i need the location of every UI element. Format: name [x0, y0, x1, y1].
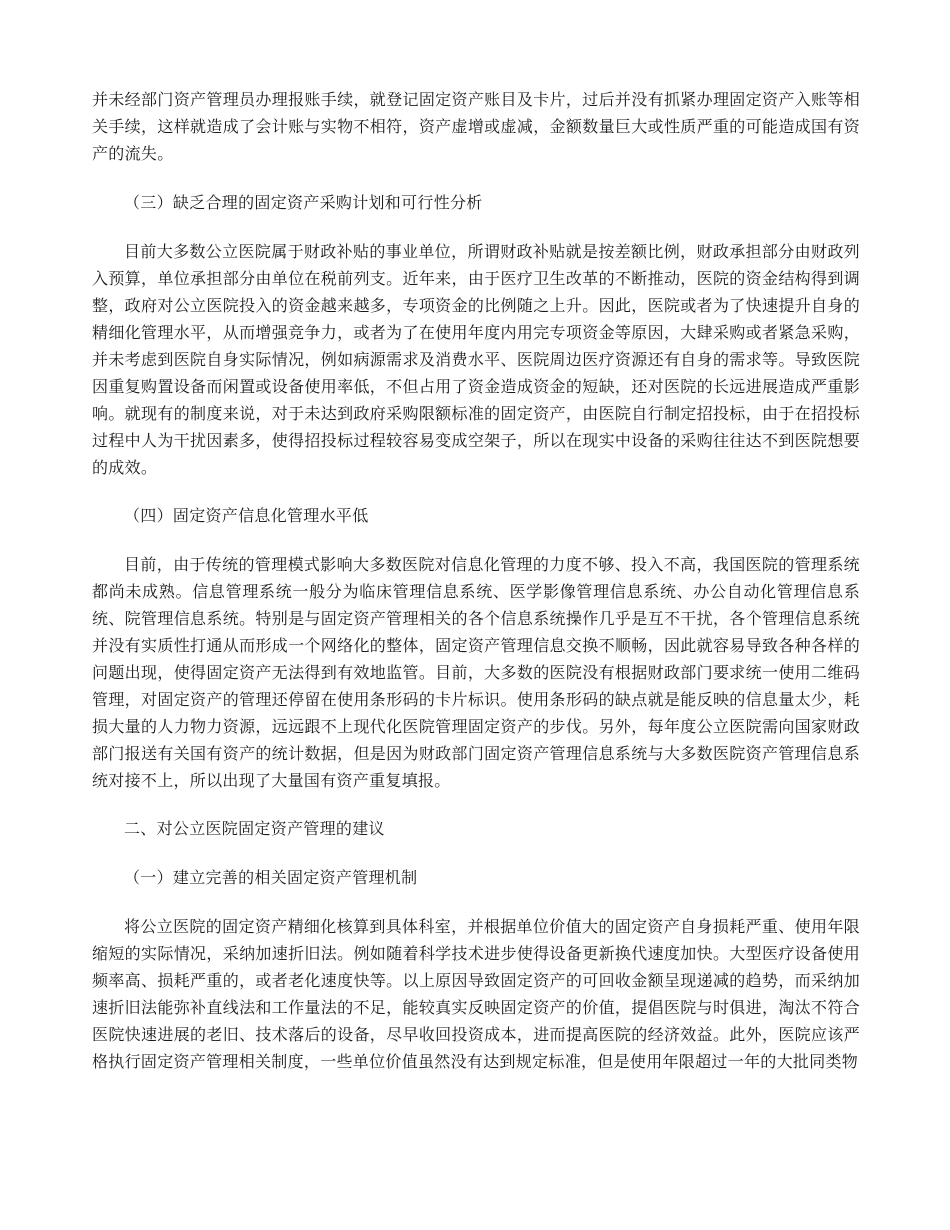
subsection-heading-2-1: （一）建立完善的相关固定资产管理机制 — [124, 868, 418, 887]
document-body — [92, 86, 860, 1075]
section-heading-2: 二、对公立医院固定资产管理的建议 — [124, 819, 385, 838]
paragraph-information-management: 目前，由于传统的管理模式影响大多数医院对信息化管理的力度不够、投入不高，我国医院的管理系统都尚未成熟。信息管理系统一般分为临床管理信息系统、医学影像管理信息系统、办公自动化管理信息系统、院管理信息系统。特别是与固定资产管理相关的各个信息系统操作几乎是互不干扰，各个管理信息系统并没有实质性打通从而形成一个网络化的整体，固定资产管理信息交换不顺畅，因此就容易导致各种各样的问题出现，使得固定资产无法得到有效地监管。目前，大多数的医院没有根据财政部门要求统一使用二维码管理，对固定资产的管理还停留在使用条形码的卡片标识。使用条形码的缺点就是能反映的信息量太少，耗损大量的人力物力资源，远远跟不上现代化医院管理固定资产的步伐。另外，每年度公立医院需向国家财政部门报送有关国有资产的统计数据，但是因为财政部门固定资产管理信息系统与大多数医院资产管理信息系统对接不上，所以出现了大量国有资产重复填报。 — [92, 555, 860, 790]
subsection-heading-3: （三）缺乏合理的固定资产采购计划和可行性分析 — [124, 193, 483, 212]
continued-paragraph: 并未经部门资产管理员办理报账手续，就登记固定资产账目及卡片，过后并没有抓紧办理固定资产入账等相关手续，这样就造成了会计账与实物不相符，资产虚增或虚减，金额数量巨大或性质严重的可能造成国有资产的流失。 — [92, 90, 860, 163]
paragraph-procurement: 目前大多数公立医院属于财政补贴的事业单位，所谓财政补贴就是按差额比例，财政承担部分由财政列入预算，单位承担部分由单位在税前列支。近年来，由于医疗卫生改革的不断推动，医院的资金结构得到调整，政府对公立医院投入的资金越来越多，专项资金的比例随之上升。因此，医院或者为了快速提升自身的精细化管理水平，从而增强竞争力，或者为了在使用年度内用完专项资金等原因，大肆采购或者紧急采购，并未考虑到医院自身实际情况，例如病源需求及消费水平、医院周边医疗资源还有自身的需求等。导致医院因重复购置设备而闲置或设备使用率低，不但占用了资金造成资金的短缺，还对医院的长远进展造成严重影响。就现有的制度来说，对于未达到政府采购限额标准的固定资产，由医院自行制定招投标，由于在招投标过程中人为干扰因素多，使得招投标过程较容易变成空架子，所以在现实中设备的采购往往达不到医院想要的成效。 — [92, 242, 860, 477]
subsection-heading-4: （四）固定资产信息化管理水平低 — [124, 506, 369, 525]
paragraph-depreciation: 将公立医院的固定资产精细化核算到具体科室，并根据单位价值大的固定资产自身损耗严重、使用年限缩短的实际情况，采纳加速折旧法。例如随着科学技术进步使得设备更新换代速度加快。大型医疗设备使用频率高、损耗严重的，或者老化速度快等。以上原因导致固定资产的可回收金额呈现递减的趋势，而采纳加速折旧法能弥补直线法和工作量法的不足，能较真实反映固定资产的价值，提倡医院与时俱进，淘汰不符合医院快速进展的老旧、技术落后的设备，尽早收回投资成本，进而提高医院的经济效益。此外，医院应该严格执行固定资产管理相关制度，一些单位价值虽然没有达到规定标准，但是使用年限超过一年的大批同类物 — [92, 917, 860, 1071]
